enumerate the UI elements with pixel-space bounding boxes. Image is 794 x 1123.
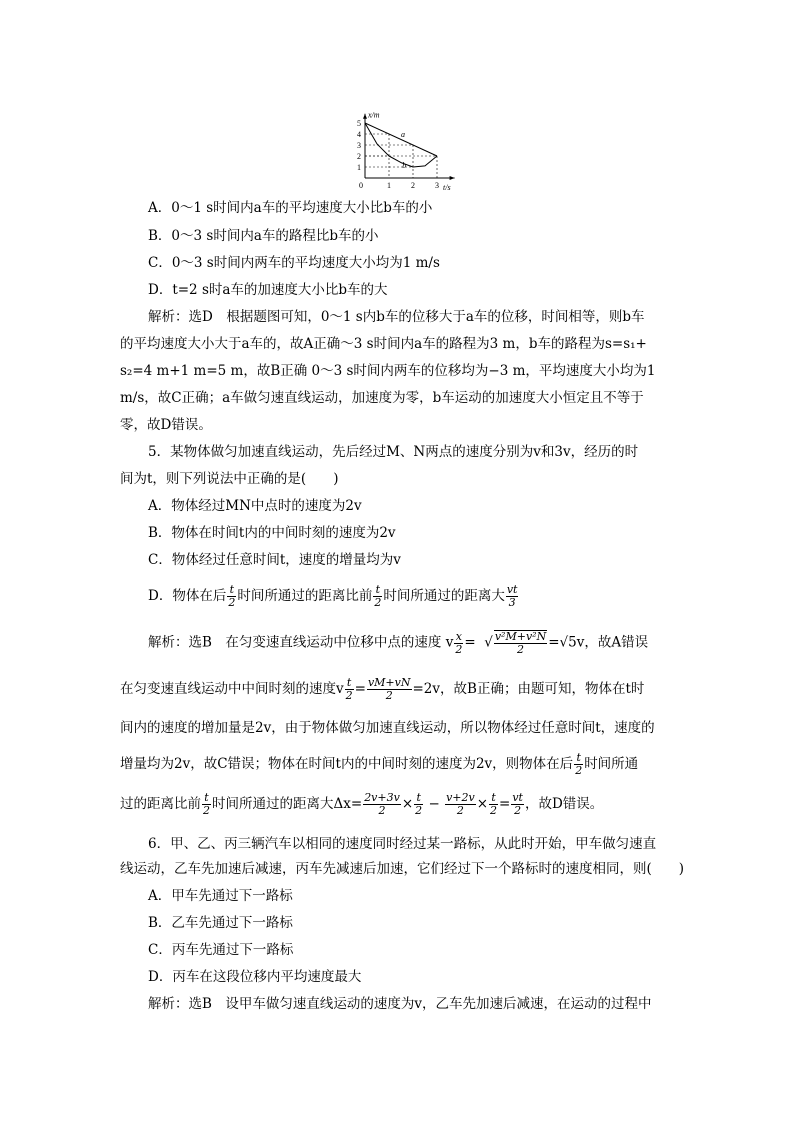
fraction-t-over-2: $\frac{t}{2}$ — [415, 791, 423, 817]
q5-option-d: D．物体在后 $\frac{t}{2}$ 时间所通过的距离比前 $\frac{t}{2}$ 时间所通过的距离大 $\frac{vt}{3}$ — [148, 583, 518, 609]
x-tick-label: 1 — [387, 181, 391, 190]
y-tick-label: 3 — [357, 141, 361, 150]
series-label-a: a — [401, 130, 405, 139]
q4-analysis-line4: m/s，故C正确；a车做匀速直线运动，加速度为零，b车运动的加速度大小恒定且不等于 — [120, 390, 644, 406]
q4-option-a: A．0～1 s时间内a车的平均速度大小比b车的小 — [148, 200, 433, 216]
q6-stem-line2: 线运动，乙车先加速后减速，丙车先减速后加速，它们经过下一个路标时的速度相同，则( ) — [120, 861, 685, 877]
y-tick-label: 1 — [357, 163, 361, 172]
q5-stem-line1: 5．某物体做匀加速直线运动，先后经过M、N两点的速度分别为v和3v，经历的时 — [148, 444, 639, 460]
q4-option-c: C．0～3 s时间内两车的平均速度大小均为1 m/s — [148, 255, 440, 271]
q5-analysis-line5: 过的距离比前 $\frac{t}{2}$ 时间所通过的距离大Δx= $\frac{2v+3v}{2}$ × $\frac{t}{2}$ − $\frac{v+2v}{2}$ × $\frac{t}{2}$ = $\frac{vt}{2}$ ，故D错误。 — [120, 791, 604, 817]
y-tick-label: 5 — [357, 119, 361, 128]
q5-analysis-line2: 在匀变速直线运动中中间时刻的速度v $\frac{t}{2}$ = $\frac{vM+vN}{2}$ =2v，故B正确；由题可知，物体在t时 — [120, 676, 645, 702]
q5-option-c: C．物体经过任意时间t，速度的增量均为v — [148, 552, 401, 568]
y-axis-label: x/m — [368, 110, 380, 120]
y-axis-arrow — [363, 114, 367, 119]
origin-label: 0 — [359, 181, 363, 190]
q5-analysis-line1: 解析：选B 在匀变速直线运动中位移中点的速度 v $\frac{x}{2}$ = √ $\frac{\text{v²M+v²N}}{2}$ =√5v，故A错误 — [148, 629, 649, 656]
q6-option-a: A．甲车先通过下一路标 — [148, 888, 293, 904]
fraction-t-over-2: $\frac{t}{2}$ — [490, 791, 498, 817]
fraction-x-over-2: $\frac{x}{2}$ — [455, 629, 463, 656]
series-a-line — [365, 123, 437, 156]
y-tick-label: 4 — [357, 130, 361, 139]
fraction-t-over-2: $\frac{t}{2}$ — [575, 751, 583, 777]
q6-stem-line1: 6．甲、乙、丙三辆汽车以相同的速度同时经过某一路标，从此时开始，甲车做匀速直 — [148, 836, 657, 852]
position-time-graph — [340, 96, 490, 192]
fraction-vm-vn-over-2: $\frac{vM+vN}{2}$ — [367, 676, 411, 702]
q6-option-c: C．丙车先通过下一路标 — [148, 942, 294, 958]
fraction-vt-over-2: $\frac{vt}{2}$ — [512, 791, 523, 817]
fraction-vt-over-3: $\frac{vt}{3}$ — [506, 583, 518, 609]
fraction-t-over-2: $\frac{t}{2}$ — [374, 583, 382, 609]
q5-stem-line2: 间为t，则下列说法中正确的是( ) — [120, 471, 339, 487]
fraction-2v-3v-over-2: $\frac{2v+3v}{2}$ — [364, 791, 400, 817]
q4-analysis-line5: 零，故D错误。 — [120, 417, 212, 433]
x-axis-arrow — [450, 176, 455, 180]
q6-analysis-line1: 解析：选B 设甲车做匀速直线运动的速度为v，乙车先加速后减速，在运动的过程中 — [148, 996, 652, 1012]
q5-analysis-line3: 间内的速度的增加量是2v，由于物体做匀加速直线运动，所以物体经过任意时间t，速度的 — [120, 720, 655, 736]
fraction-v-2v-over-2: $\frac{v+2v}{2}$ — [446, 791, 475, 817]
fraction-root-mean-square: $\frac{\text{v²M+v²N}}{2}$ — [494, 630, 547, 656]
q5-analysis-line4: 增量均为2v，故C错误；物体在时间t内的中间时刻的速度为2v，则物体在后 $\frac{t}{2}$ 时间所通 — [120, 751, 639, 777]
q4-analysis-line3: s₂=4 m+1 m=5 m，故B正确 0～3 s时间内两车的位移均为−3 m，平均速度大小均为1 — [120, 363, 656, 379]
q5-option-b: B．物体在时间t内的中间时刻的速度为2v — [148, 525, 396, 541]
q5-option-a: A．物体经过MN中点时的速度为2v — [148, 498, 362, 514]
q4-analysis-line1: 解析：选D 根据题图可知，0～1 s内b车的位移大于a车的位移，时间相等，则b车 — [148, 309, 645, 325]
q4-option-d: D．t=2 s时a车的加速度大小比b车的大 — [148, 282, 388, 298]
y-tick-label: 2 — [357, 152, 361, 161]
x-axis-label: t/s — [443, 183, 451, 192]
x-tick-label: 3 — [435, 181, 439, 190]
q6-option-d: D．丙车在这段位移内平均速度最大 — [148, 969, 362, 985]
q4-analysis-line2: 的平均速度大小大于a车的，故A正确～3 s时间内a车的路程为3 m，b车的路程为s=s₁+ — [120, 336, 647, 352]
q4-option-b: B．0～3 s时间内a车的路程比b车的小 — [148, 228, 379, 244]
fraction-t-over-2: $\frac{t}{2}$ — [345, 676, 353, 702]
x-tick-label: 2 — [411, 181, 415, 190]
fraction-t-over-2: $\frac{t}{2}$ — [203, 791, 210, 817]
q6-option-b: B．乙车先通过下一路标 — [148, 915, 293, 931]
series-label-b: b — [402, 160, 407, 170]
fraction-t-over-2: $\frac{t}{2}$ — [228, 583, 236, 609]
